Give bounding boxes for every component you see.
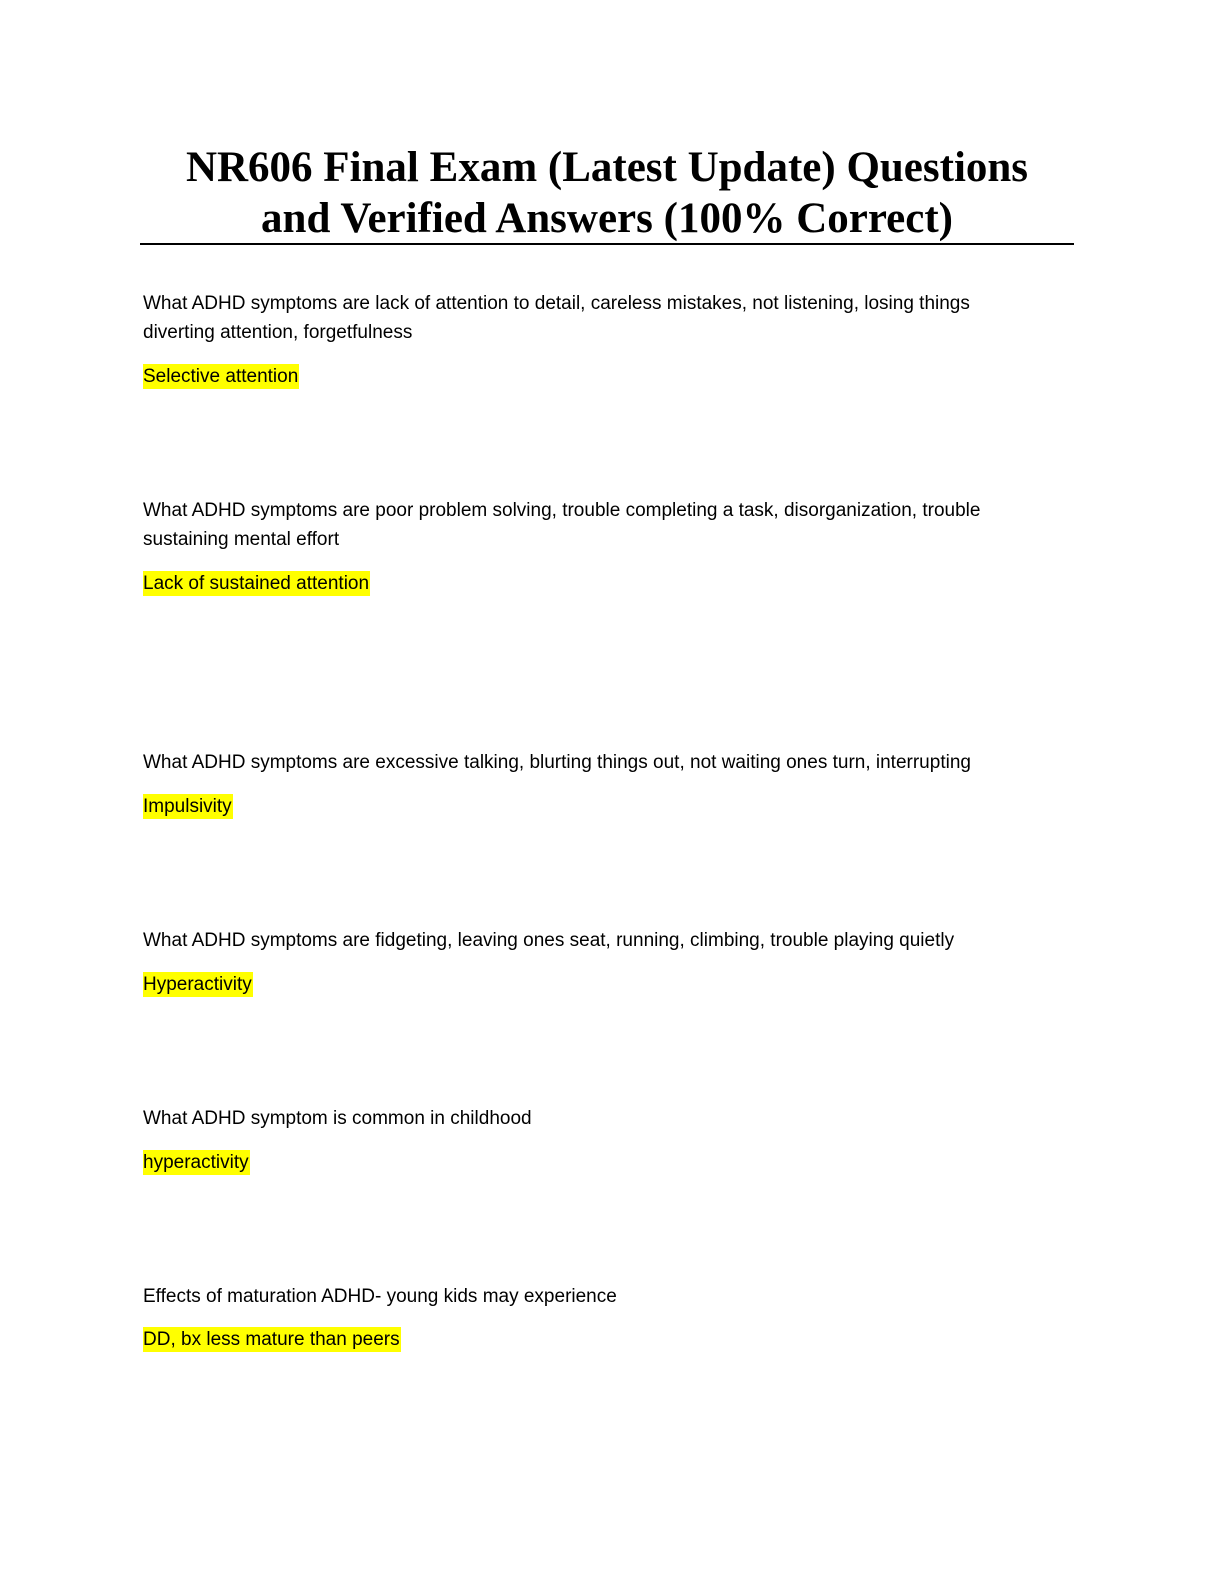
- question-2-line-2: sustaining mental effort: [143, 529, 340, 550]
- question-4: [143, 926, 1043, 955]
- question-6: [143, 1282, 1043, 1311]
- document-title: [140, 142, 1074, 244]
- title-line-2: and Verified Answers (100% Correct): [261, 195, 953, 242]
- question-6-line-1: Effects of maturation ADHD- young kids may experience: [143, 1286, 617, 1307]
- question-5-line-1: What ADHD symptom is common in childhood: [143, 1108, 532, 1129]
- answer-6: DD, bx less mature than peers: [143, 1329, 400, 1350]
- question-3-line-1: What ADHD symptoms are excessive talking, blurting things out, not waiting ones turn, interrupting: [143, 752, 971, 773]
- question-5: [143, 1104, 1043, 1133]
- answer-2: Lack of sustained attention: [143, 573, 370, 594]
- answer-3: Impulsivity: [143, 796, 232, 817]
- question-1: [143, 289, 1043, 347]
- answer-5: hyperactivity: [143, 1152, 249, 1173]
- answer-4: Hyperactivity: [143, 974, 252, 995]
- question-2: [143, 496, 1043, 554]
- answer-1: Selective attention: [143, 366, 299, 387]
- question-3: [143, 748, 1043, 777]
- title-underline: [140, 243, 1074, 245]
- question-4-line-1: What ADHD symptoms are fidgeting, leaving ones seat, running, climbing, trouble playing quietly: [143, 930, 955, 951]
- question-1-line-2: diverting attention, forgetfulness: [143, 322, 413, 343]
- title-line-1: NR606 Final Exam (Latest Update) Questions: [185, 144, 1029, 191]
- question-2-line-1: What ADHD symptoms are poor problem solving, trouble completing a task, disorganization, trouble: [143, 500, 981, 521]
- question-1-line-1: What ADHD symptoms are lack of attention to detail, careless mistakes, not listening, losing things: [143, 293, 970, 314]
